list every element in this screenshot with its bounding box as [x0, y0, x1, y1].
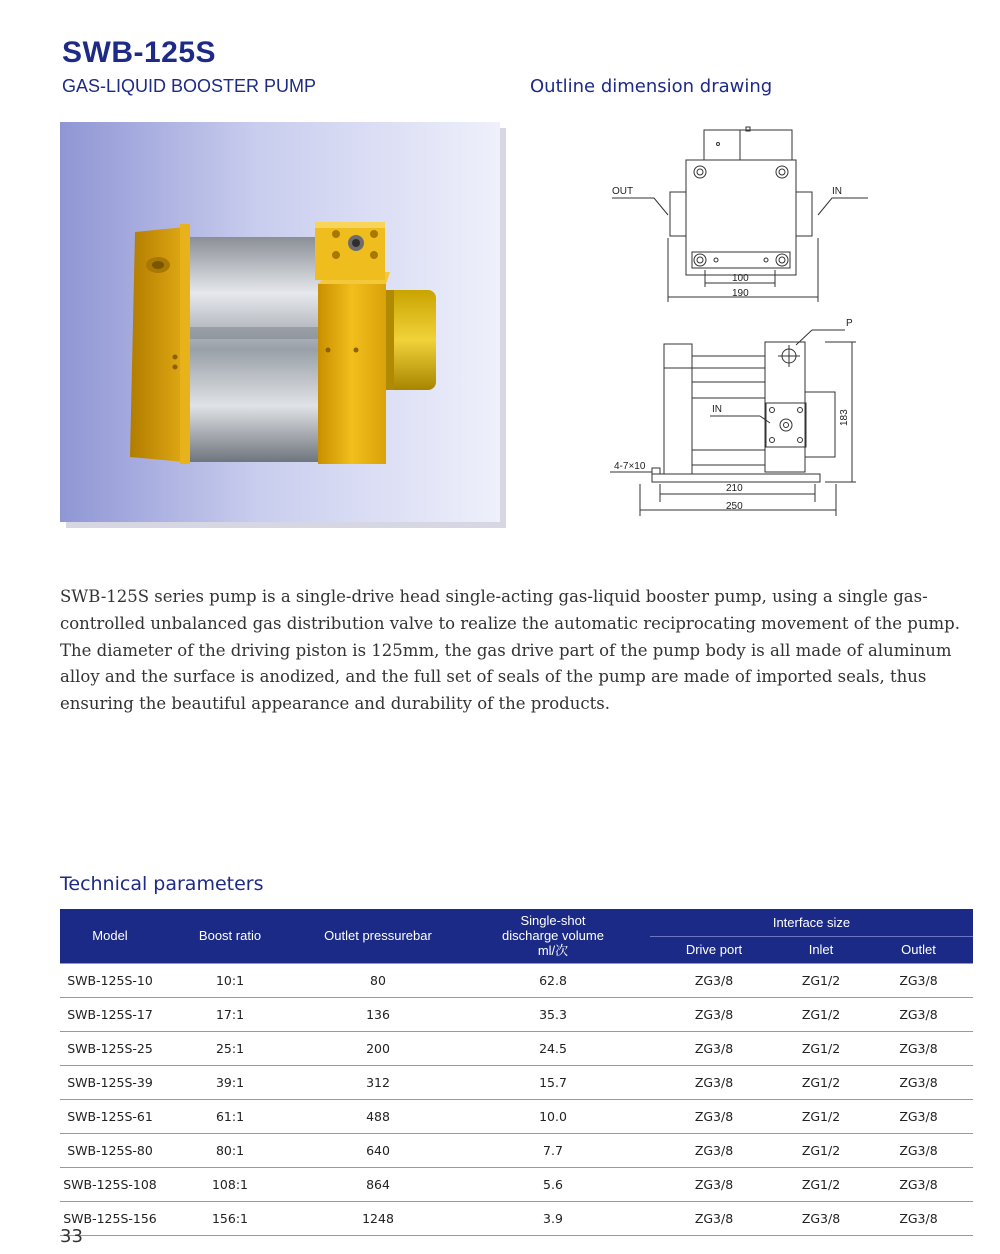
cell-pressure: 488 [300, 1099, 456, 1133]
cell-pressure: 312 [300, 1065, 456, 1099]
cell-pressure: 1248 [300, 1201, 456, 1235]
cell-drive: ZG3/8 [650, 1099, 778, 1133]
cell-drive: ZG3/8 [650, 997, 778, 1031]
cell-outlet: ZG3/8 [864, 1031, 973, 1065]
table-row [60, 1031, 973, 1065]
cell-ratio: 156:1 [160, 1201, 300, 1235]
cell-ratio: 10:1 [160, 963, 300, 997]
header-boost-ratio: Boost ratio [160, 909, 300, 963]
drawing-p-label: P [846, 318, 853, 329]
cell-volume: 5.6 [456, 1167, 650, 1201]
cell-inlet: ZG1/2 [778, 1133, 864, 1167]
drawing-dim-210: 210 [726, 483, 743, 494]
cell-ratio: 80:1 [160, 1133, 300, 1167]
header-discharge-line1: Single-shot [520, 913, 586, 929]
header-inlet: Inlet [778, 936, 864, 963]
cell-drive: ZG3/8 [650, 963, 778, 997]
table-row [60, 1133, 973, 1167]
table-row [60, 1065, 973, 1099]
page-number: 33 [60, 1226, 83, 1247]
cell-model: SWB-125S-10 [60, 963, 160, 997]
technical-parameters-table [60, 909, 973, 1236]
cell-ratio: 39:1 [160, 1065, 300, 1099]
header-outlet: Outlet [864, 936, 973, 963]
cell-ratio: 17:1 [160, 997, 300, 1031]
technical-parameters-title: Technical parameters [60, 873, 264, 895]
cell-outlet: ZG3/8 [864, 1133, 973, 1167]
cell-inlet: ZG1/2 [778, 1031, 864, 1065]
cell-volume: 24.5 [456, 1031, 650, 1065]
cell-model: SWB-125S-25 [60, 1031, 160, 1065]
cell-inlet: ZG1/2 [778, 1167, 864, 1201]
cell-drive: ZG3/8 [650, 1201, 778, 1235]
pump-illustration [60, 122, 500, 522]
table-row [60, 997, 973, 1031]
drawing-out-label: OUT [612, 186, 634, 197]
cell-ratio: 108:1 [160, 1167, 300, 1201]
page-title: SWB-125S [62, 36, 217, 69]
cell-volume: 7.7 [456, 1133, 650, 1167]
header-drive-port: Drive port [650, 936, 778, 963]
drawing-holes-label: 4-7×10 [614, 461, 646, 472]
product-photo [60, 122, 500, 522]
table-row [60, 1167, 973, 1201]
product-subtitle: GAS-LIQUID BOOSTER PUMP [62, 76, 317, 96]
header-discharge-unit: ml/次 [537, 943, 569, 959]
cell-model: SWB-125S-39 [60, 1065, 160, 1099]
cell-pressure: 136 [300, 997, 456, 1031]
cell-model: SWB-125S-80 [60, 1133, 160, 1167]
cell-inlet: ZG1/2 [778, 997, 864, 1031]
cell-ratio: 61:1 [160, 1099, 300, 1133]
cell-volume: 62.8 [456, 963, 650, 997]
header-discharge-volume [456, 909, 650, 963]
cell-drive: ZG3/8 [650, 1031, 778, 1065]
cell-outlet: ZG3/8 [864, 1099, 973, 1133]
cell-inlet: ZG1/2 [778, 1099, 864, 1133]
cell-model: SWB-125S-108 [60, 1167, 160, 1201]
outline-dimension-drawing [600, 120, 900, 520]
cell-outlet: ZG3/8 [864, 963, 973, 997]
cell-ratio: 25:1 [160, 1031, 300, 1065]
cell-pressure: 80 [300, 963, 456, 997]
drawing-side-in-label: IN [712, 404, 722, 415]
header-model: Model [60, 909, 160, 963]
cell-volume: 10.0 [456, 1099, 650, 1133]
cell-outlet: ZG3/8 [864, 1065, 973, 1099]
drawing-title: Outline dimension drawing [530, 76, 773, 97]
table-row [60, 1099, 973, 1133]
cell-inlet: ZG1/2 [778, 1065, 864, 1099]
drawing-dim-100: 100 [732, 273, 749, 284]
cell-outlet: ZG3/8 [864, 1167, 973, 1201]
header-outlet-pressure: Outlet pressurebar [300, 909, 456, 963]
cell-inlet: ZG3/8 [778, 1201, 864, 1235]
cell-volume: 3.9 [456, 1201, 650, 1235]
cell-drive: ZG3/8 [650, 1167, 778, 1201]
cell-outlet: ZG3/8 [864, 997, 973, 1031]
cell-volume: 15.7 [456, 1065, 650, 1099]
cell-outlet: ZG3/8 [864, 1201, 973, 1235]
cell-pressure: 640 [300, 1133, 456, 1167]
cell-model: SWB-125S-61 [60, 1099, 160, 1133]
cell-pressure: 864 [300, 1167, 456, 1201]
drawing-dim-183: 183 [839, 409, 850, 426]
cell-volume: 35.3 [456, 997, 650, 1031]
product-description: SWB-125S series pump is a single-drive head single-acting gas-liquid booster pump, using a single gas-controlled unbalanced gas distribution valve to realize the automatic reciprocating movement of the pump. The diameter of the driving piston is 125mm, the gas drive part of the pump body is all made of aluminum alloy and the surface is anodized, and the full set of seals of the pump are made of imported seals, thus ensuring the beautiful appearance and durability of the products. [60, 587, 960, 714]
table-row [60, 963, 973, 997]
cell-pressure: 200 [300, 1031, 456, 1065]
drawing-dim-250: 250 [726, 501, 743, 512]
cell-model: SWB-125S-17 [60, 997, 160, 1031]
cell-drive: ZG3/8 [650, 1133, 778, 1167]
drawing-dim-190: 190 [732, 288, 749, 299]
drawing-in-label: IN [832, 186, 842, 197]
cell-inlet: ZG1/2 [778, 963, 864, 997]
header-interface-size: Interface size [650, 909, 973, 936]
cell-model: SWB-125S-156 [60, 1201, 160, 1235]
cell-drive: ZG3/8 [650, 1065, 778, 1099]
table-row [60, 1201, 973, 1235]
header-discharge-line2: discharge volume [502, 928, 604, 944]
